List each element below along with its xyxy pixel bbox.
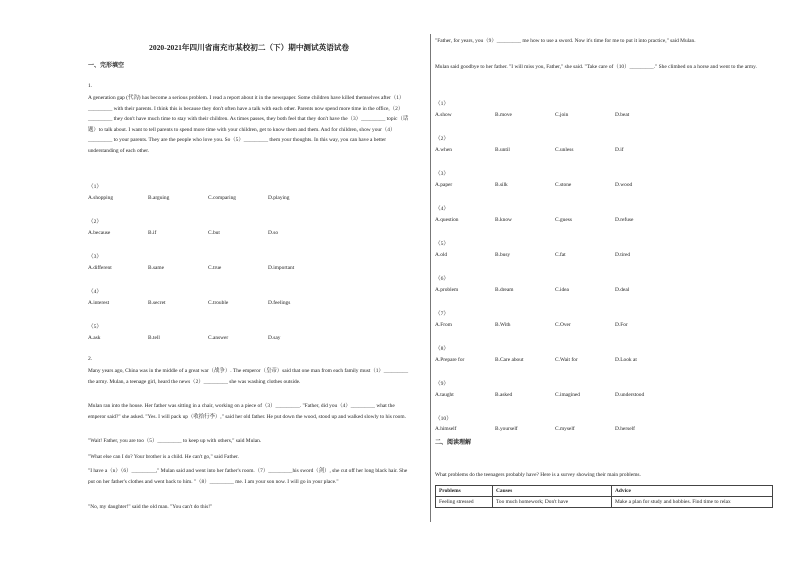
option-a[interactable]: A.question [435, 217, 459, 223]
question-number: （6） [435, 276, 449, 282]
option-d[interactable]: D.For [615, 322, 628, 328]
option-a[interactable]: A.when [435, 147, 452, 153]
question-number: （3） [435, 171, 449, 177]
table-header-row [436, 486, 773, 497]
question-options [435, 252, 675, 258]
option-b[interactable]: B.arguing [148, 195, 170, 201]
question-number: （2） [435, 136, 449, 142]
option-c[interactable]: C.true [208, 265, 222, 271]
option-b[interactable]: B.same [148, 265, 165, 271]
question-number: （4） [435, 206, 449, 212]
option-c[interactable]: C.join [555, 112, 569, 118]
question-options [435, 322, 675, 328]
option-a[interactable]: A.interest [88, 300, 110, 306]
option-c[interactable]: C.unless [555, 147, 574, 153]
question-number: （2） [88, 219, 102, 225]
passage2-para: "What else can I do? Your brother is a child. He can't go," said Father. [88, 454, 239, 460]
question-number: （1） [435, 101, 449, 107]
question-options [435, 357, 675, 363]
question-number: （1） [88, 184, 102, 190]
option-b[interactable]: B.move [495, 112, 512, 118]
option-b[interactable]: B.tell [148, 335, 160, 341]
option-d[interactable]: D.feelings [268, 300, 291, 306]
option-d[interactable]: D.if [615, 147, 624, 153]
option-b[interactable]: B.if [148, 230, 157, 236]
passage2-number: 2. [88, 356, 93, 362]
question-options [88, 335, 328, 341]
option-d[interactable]: D.refuse [615, 217, 634, 223]
option-c[interactable]: C.Over [555, 322, 571, 328]
question-options [88, 230, 328, 236]
option-b[interactable]: B.until [495, 147, 510, 153]
passage2-para: "I have a（n）（6）_________," Mulan said and went into her father's room.（7）_________his sword（剑）, she cut off her long black hair. She put on her father's clothes and went back to him. "（8）_________ me. I am your son now. I will go in your place." [88, 468, 408, 485]
table-row [436, 497, 773, 508]
section-cloze-heading: 一、完形填空 [88, 63, 125, 69]
question-options [435, 426, 675, 432]
table-header-cell: Causes [493, 486, 612, 497]
option-a[interactable]: A.taught [435, 392, 454, 398]
option-c[interactable]: C.Wait for [555, 357, 578, 363]
option-c[interactable]: C.myself [555, 426, 575, 432]
table-cell: Feeling stressed [436, 497, 493, 508]
question-options [88, 265, 328, 271]
question-number: （3） [88, 254, 102, 260]
table-header-cell: Advice [612, 486, 773, 497]
option-a[interactable]: A.paper [435, 182, 453, 188]
option-d[interactable]: D.Look at [615, 357, 637, 363]
option-a[interactable]: A.show [435, 112, 452, 118]
survey-intro: What problems do the teenagers probably have? Here is a survey showing their main problems. [435, 472, 641, 478]
option-d[interactable]: D.herself [615, 426, 635, 432]
option-a[interactable]: A.ask [88, 335, 101, 341]
question-number: （7） [435, 311, 449, 317]
question-number: （4） [88, 289, 102, 295]
question-options [88, 195, 328, 201]
passage2-para: "No, my daughter!" said the old man. "You can't do this!" [88, 504, 213, 510]
option-a[interactable]: A.himself [435, 426, 457, 432]
option-c[interactable]: C.fat [555, 252, 566, 258]
question-options [435, 392, 675, 398]
passage2-continued-para: Mulan said goodbye to her father. "I will miss you, Father," she said. "Take care of（10）_________." She climbed on a horse and went to the army. [435, 64, 757, 70]
option-c[interactable]: C.idea [555, 287, 569, 293]
question-options [435, 217, 675, 223]
option-b[interactable]: B.know [495, 217, 512, 223]
table-cell: Make a plan for study and hobbies. Find time to relax [612, 497, 773, 508]
option-a[interactable]: A.because [88, 230, 111, 236]
question-number: （8） [435, 346, 449, 352]
option-d[interactable]: D.tired [615, 252, 631, 258]
option-b[interactable]: B.silk [495, 182, 508, 188]
question-options [435, 287, 675, 293]
option-a[interactable]: A.From [435, 322, 452, 328]
column-divider [430, 34, 431, 522]
option-c[interactable]: C.guess [555, 217, 572, 223]
option-d[interactable]: D.important [268, 265, 295, 271]
option-c[interactable]: C.comparing [208, 195, 236, 201]
question-number: （9） [435, 381, 449, 387]
option-b[interactable]: B.yourself [495, 426, 518, 432]
option-b[interactable]: B.secret [148, 300, 166, 306]
option-d[interactable]: D.wood [615, 182, 633, 188]
passage2-para: Many years ago, China was in the middle of a great war（战争）. The emperor（皇帝）said that one man from each family must（1）_________ the army. Mulan, a teenage girl, heard the news（2）_________ she was washing clothes outside. [88, 368, 409, 385]
passage2-para: Mulan ran into the house. Her father was sitting in a chair, working on a piece of（3）_________. "Father, did you（4）_________ what the emperor said?" she asked. "Yes. I will pack up（收拾行李）," said her old father. He put down the wood, stood up and walked slowly to his room. [88, 403, 406, 420]
option-a[interactable]: A.different [88, 265, 112, 271]
option-c[interactable]: C.but [208, 230, 220, 236]
option-b[interactable]: B.asked [495, 392, 513, 398]
question-number: （10） [435, 416, 452, 422]
question-options [435, 182, 675, 188]
option-b[interactable]: B.Care about [495, 357, 524, 363]
question-number: （5） [88, 324, 102, 330]
option-c[interactable]: C.stone [555, 182, 572, 188]
option-a[interactable]: A.problem [435, 287, 459, 293]
passage1-text: A generation gap (代沟) has become a serious problem. I read a report about it in the newspaper. Some children have killed themselves after（1）_________ with their parents. I think this is because they don't often have a talk with each other. Parents now spend more time in the office,（2）_________ they don't have much time to stay with their children. As times passes, they both feel that they don't have the（3）_________ topic（话题）to talk about. I want to tell parents to spend more time with your children, get to know them and them. And for children, show your（4）_________ to your parents. They are the people who love you. So（5）_________ them your thoughts. In this way, you can have a better understanding of each other. [88, 95, 409, 154]
option-c[interactable]: C.answer [208, 335, 229, 341]
table-cell: Too much homework; Don't have [493, 497, 612, 508]
survey-table [435, 485, 773, 508]
option-c[interactable]: C.trouble [208, 300, 229, 306]
option-d[interactable]: D.so [268, 230, 279, 236]
passage1-number: 1. [88, 83, 93, 89]
table-header-cell: Problems [436, 486, 493, 497]
option-b[interactable]: B.dream [495, 287, 514, 293]
option-d[interactable]: D.say [268, 335, 281, 341]
option-d[interactable]: D.deal [615, 287, 630, 293]
option-d[interactable]: D.playing [268, 195, 290, 201]
question-number: （5） [435, 241, 449, 247]
option-d[interactable]: D.beat [615, 112, 630, 118]
page-title: 2020-2021年四川省南充市某校初二（下）期中测试英语试卷 [149, 43, 349, 52]
option-a[interactable]: A.Prepare for [435, 357, 465, 363]
question-options [88, 300, 328, 306]
option-d[interactable]: D.understood [615, 392, 645, 398]
option-a[interactable]: A.old [435, 252, 448, 258]
option-b[interactable]: B.busy [495, 252, 511, 258]
passage2-para: "Wait! Father, you are too（5）_________ to keep up with others," said Mulan. [88, 438, 262, 444]
option-b[interactable]: B.With [495, 322, 511, 328]
option-a[interactable]: A.shopping [88, 195, 114, 201]
question-options [435, 147, 675, 153]
section-reading-heading: 二、阅读理解 [435, 440, 472, 446]
option-c[interactable]: C.imagined [555, 392, 581, 398]
question-options [435, 112, 675, 118]
passage2-continued-para: "Father, for years, you（9）_________ me how to use a sword. Now it's time for me to put it into practice," said Mulan. [435, 38, 696, 44]
